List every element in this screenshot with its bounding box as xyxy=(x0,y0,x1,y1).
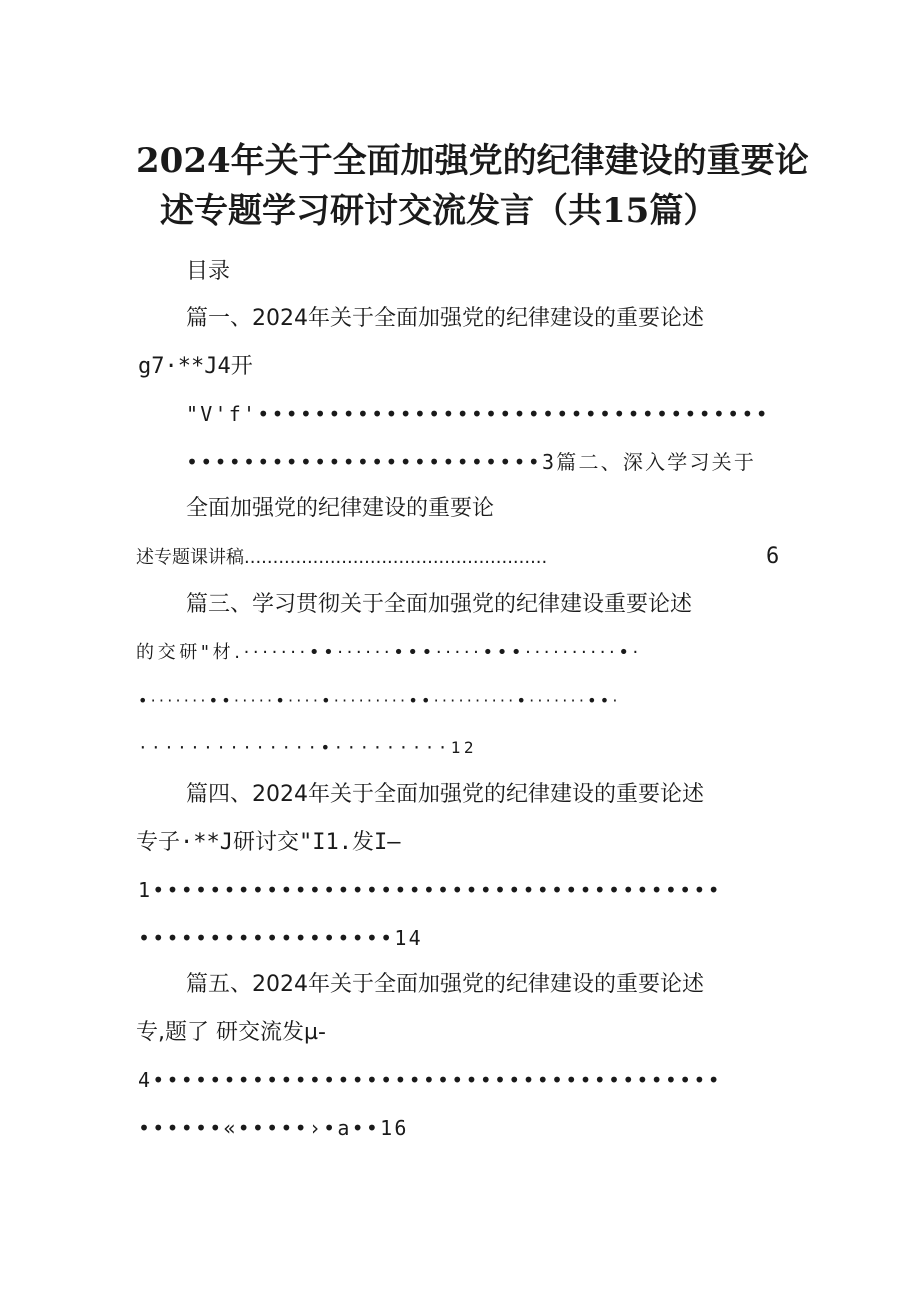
document-title-line-2: 述专题学习研讨交流发言（共15篇） xyxy=(160,191,718,231)
toc-item-2-text: 述专题课讲稿..................................................... xyxy=(136,547,548,568)
toc-item-4-leader-dots-page: ••••••••••••••••••14 xyxy=(138,926,423,950)
toc-item-2-page-number: 6 xyxy=(766,544,780,569)
toc-item-5-title: 篇五、2024年关于全面加强党的纪律建设的重要论述 xyxy=(186,972,704,997)
toc-item-3-leader-dots-page xyxy=(138,732,477,763)
toc-item-2-title-cont xyxy=(136,542,547,573)
toc-item-4-garbled-text: 专子·**J研讨交"I1.发I— xyxy=(136,830,401,855)
toc-item-1-title: 篇一、2024年关于全面加强党的纪律建设的重要论述 xyxy=(186,306,704,331)
document-title-line-1: 2024年关于全面加强党的纪律建设的重要论 xyxy=(136,141,809,181)
toc-item-1-leader-dots-page: •••••••••••••••••••••••••3篇二、深入学习关于 xyxy=(186,450,757,474)
toc-item-5-leader-dots: 4•••••••••••••••••••••••••••••••••••••••• xyxy=(138,1068,722,1092)
toc-item-3-garbled-text xyxy=(136,637,642,668)
toc-item-3-leader-dots-3-text: ··············•·········12 xyxy=(138,738,477,757)
toc-item-4-leader-dots: 1•••••••••••••••••••••••••••••••••••••••• xyxy=(138,878,722,902)
toc-item-3-leader-dots-2-text: •·······••·····•····•·········••··········•·······••· xyxy=(138,691,621,710)
toc-item-3-leader-dots-1: 的交研"材.·······••······•••·····•••··········•· xyxy=(136,642,642,663)
toc-item-4-title: 篇四、2024年关于全面加强党的纪律建设的重要论述 xyxy=(186,782,704,807)
toc-item-1-leader-dots: "V'f'•••••••••••••••••••••••••••••••••••• xyxy=(186,402,770,426)
toc-item-3-leader-dots-2 xyxy=(138,685,621,716)
toc-item-5-leader-dots-page: ••••••«•••••›•a••16 xyxy=(138,1116,409,1140)
toc-heading: 目录 xyxy=(186,259,231,284)
toc-item-3-title: 篇三、学习贯彻关于全面加强党的纪律建设重要论述 xyxy=(186,592,693,617)
toc-item-1-garbled-text: g7·**J4开 xyxy=(138,354,253,379)
toc-item-2-title: 全面加强党的纪律建设的重要论 xyxy=(186,496,495,521)
toc-item-5-garbled-text: 专,题了 研交流发µ- xyxy=(136,1020,326,1045)
